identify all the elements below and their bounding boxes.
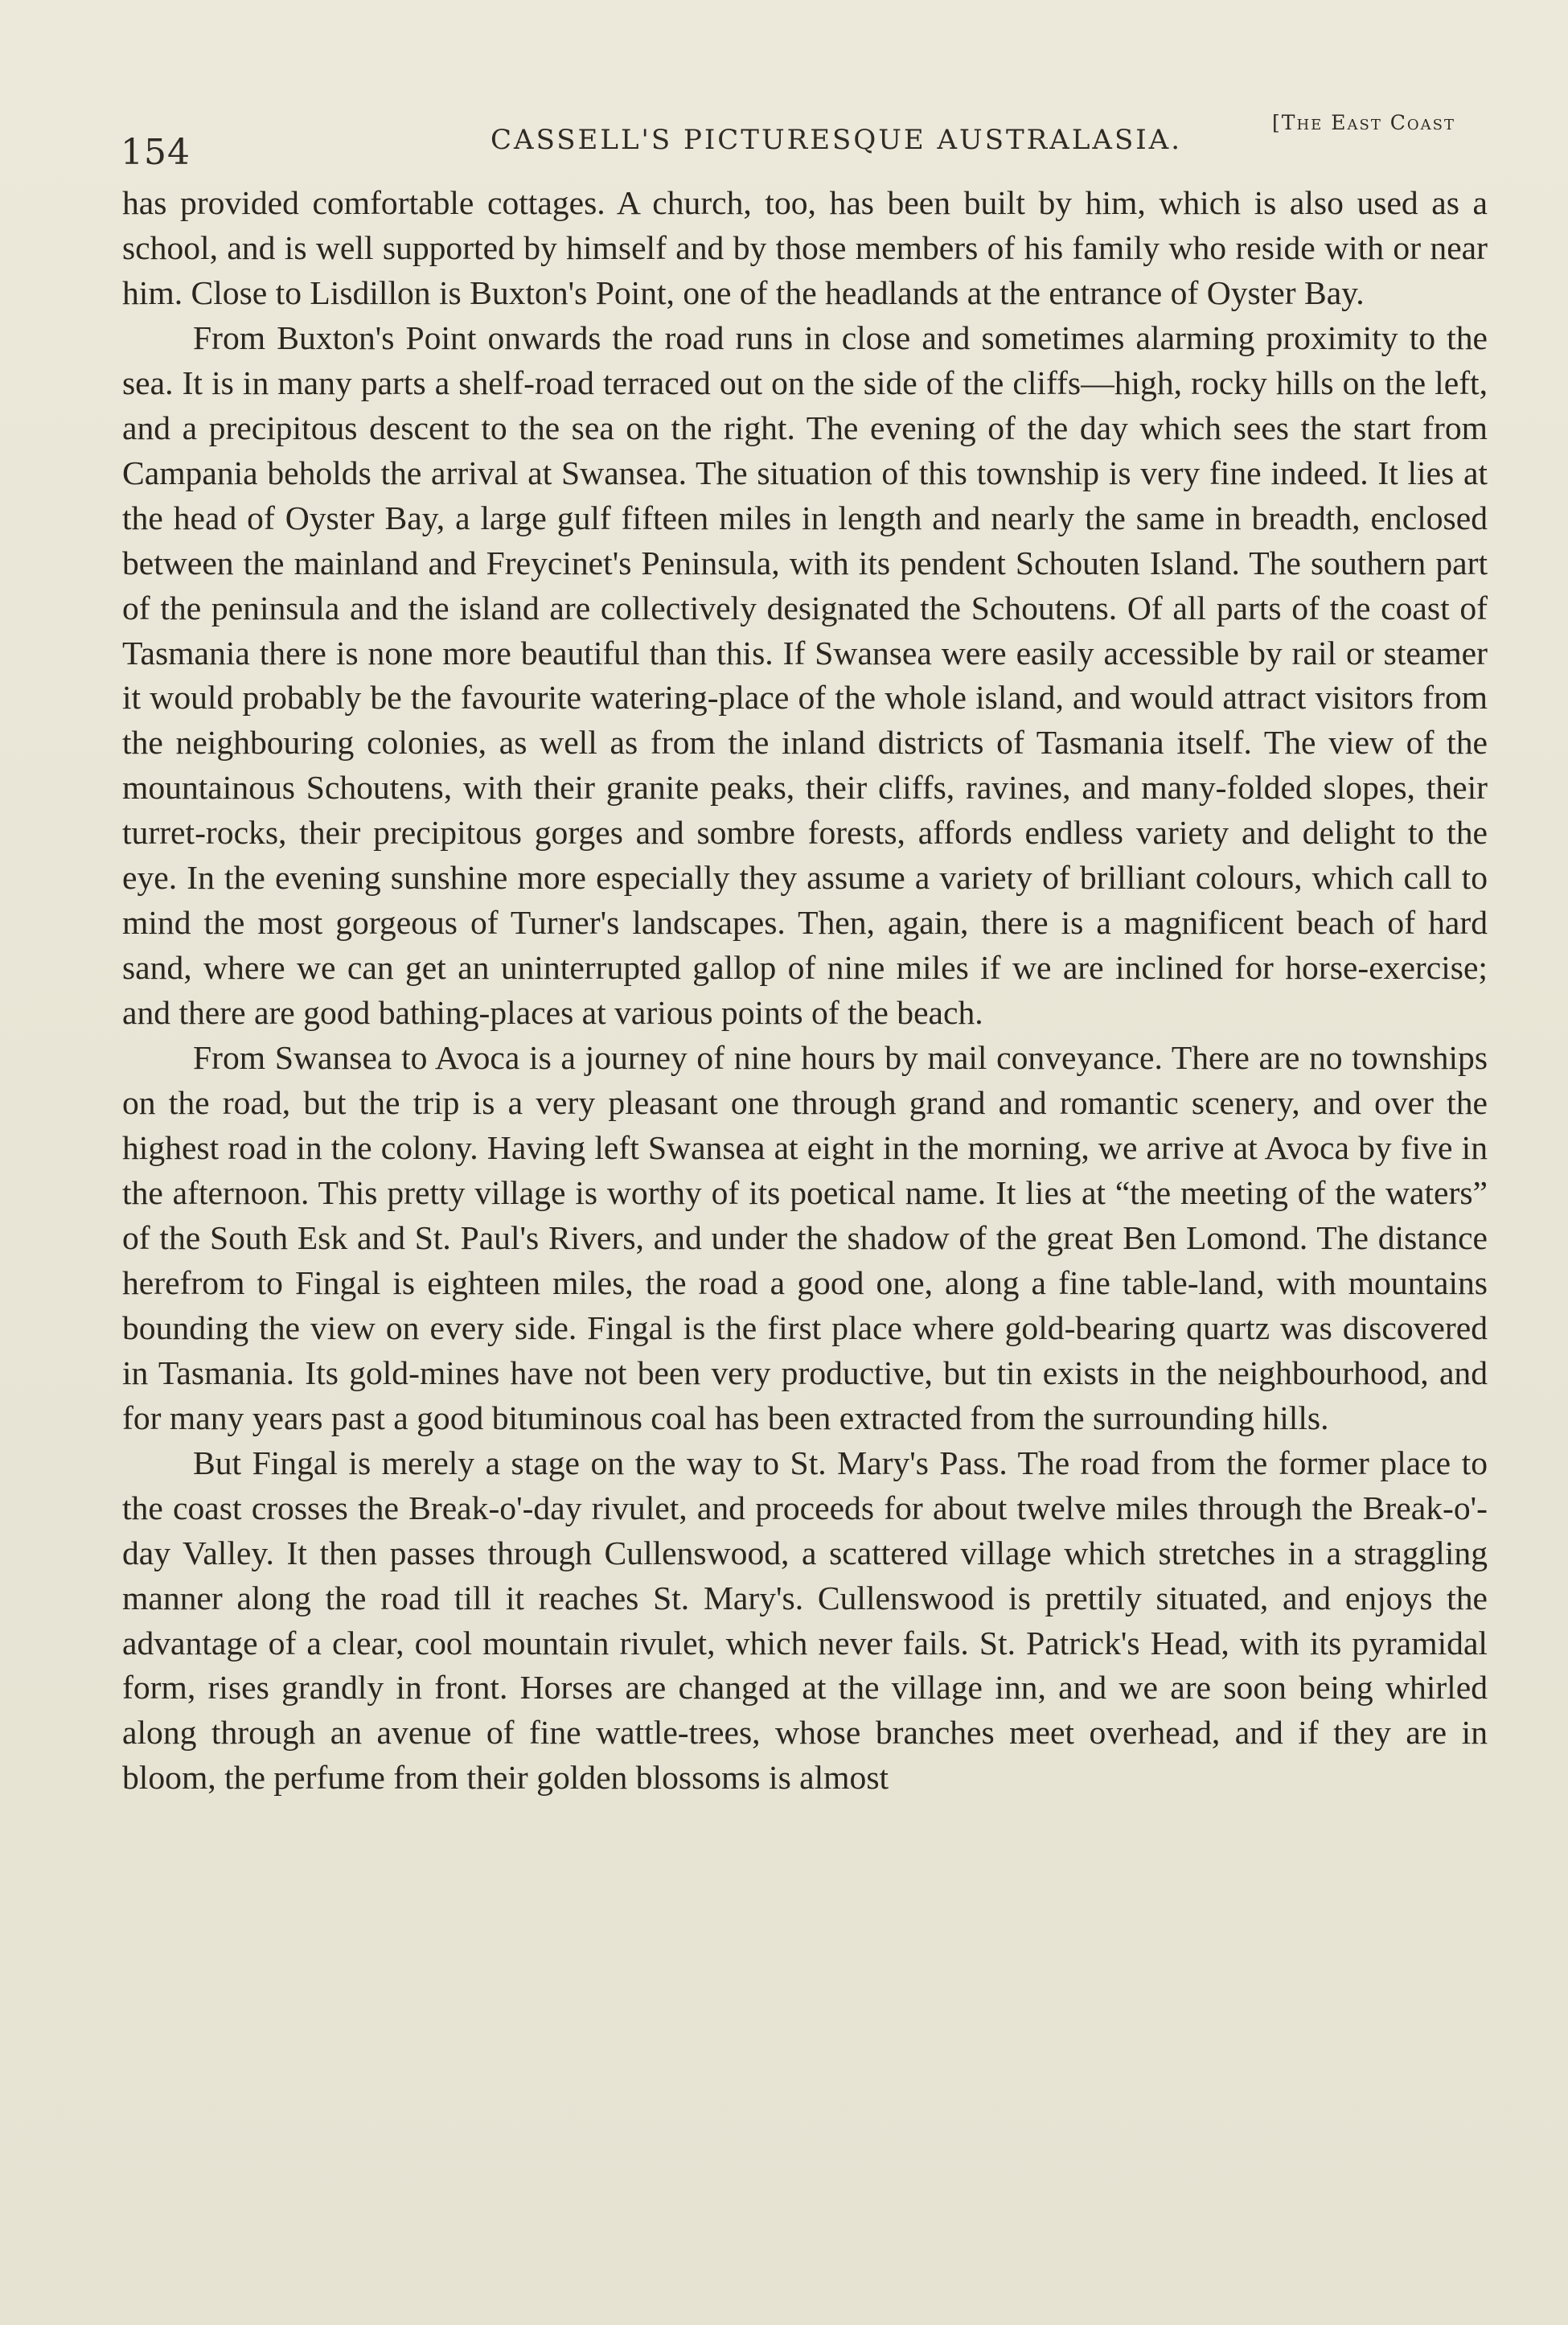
paragraph-1: has provided comfortable cottages. A church, too, has been built by him, which is also used as a school, and is well supported by himself and by those members of his family who reside with or near him. Close to Lisdillon is Buxton's Point, one of the headlands at the entrance of Oyster Bay. [122,184,1488,311]
body-text [122,181,1488,1801]
page-number: 154 [121,132,191,173]
section-title: [The East Coast [1272,111,1455,134]
paragraph-3: From Swansea to Avoca is a journey of nine hours by mail conveyance. There are no townships on the road, but the trip is a very pleasant one through grand and romantic scenery, and over the highest road in the colony. Having left Swansea at eight in the morning, we arrive at Avoca by five in the afternoon. This pretty village is worthy of its poetical name. It lies at “the meeting of the waters” of the South Esk and St. Paul's Rivers, and under the shadow of the great Ben Lomond. The distance herefrom to Fingal is eighteen miles, the road a good one, along a fine table-land, with mountains bounding the view on every side. Fingal is the first place where gold-bearing quartz was discovered in Tasmania. Its gold-mines have not been very productive, but tin exists in the neighbourhood, and for many years past a good bituminous coal has been extracted from the surrounding hills. [122,1039,1488,1436]
running-head [121,111,1455,173]
paragraph-4: But Fingal is merely a stage on the way to St. Mary's Pass. The road from the former place to the coast crosses the Break-o'-day rivulet, and proceeds for about twelve miles through the Break-o'-day Valley. It then passes through Cullenswood, a scattered village which stretches in a straggling manner along the road till it reaches St. Mary's. Cullenswood is prettily situated, and enjoys the advantage of a clear, cool mountain rivulet, which never fails. St. Patrick's Head, with its pyramidal form, rises grandly in front. Horses are changed at the village inn, and we are soon being whirled along through an avenue of fine wattle-trees, whose branches meet overhead, and if they are in bloom, the perfume from their golden blossoms is almost [122,1444,1488,1797]
book-title: CASSELL'S PICTURESQUE AUSTRALASIA. [491,124,1183,156]
paragraph-2: From Buxton's Point onwards the road runs in close and sometimes alarming proximity to the sea. It is in many parts a shelf-road terraced out on the side of the cliffs—high, rocky hills on the left, and a precipitous descent to the sea on the right. The evening of the day which sees the start from Campania beholds the arrival at Swansea. The situation of this township is very fine indeed. It lies at the head of Oyster Bay, a large gulf fifteen miles in length and nearly the same in breadth, enclosed between the mainland and Freycinet's Peninsula, with its pendent Schouten Island. The southern part of the peninsula and the island are collectively designated the Schoutens. Of all parts of the coast of Tasmania there is none more beautiful than this. If Swansea were easily accessible by rail or steamer it would probably be the favourite watering-place of the whole island, and would attract visitors from the neighbouring colonies, as well as from the inland districts of Tasmania itself. The view of the mountainous Schoutens, with their granite peaks, their cliffs, ravines, and many-folded slopes, their turret-rocks, their precipitous gorges and sombre forests, affords endless variety and delight to the eye. In the evening sunshine more especially they assume a variety of brilliant colours, which call to mind the most gorgeous of Turner's landscapes. Then, again, there is a magnificent beach of hard sand, where we can get an uninterrupted gallop of nine miles if we are inclined for horse-exercise; and there are good bathing-places at various points of the beach. [122,318,1488,1032]
